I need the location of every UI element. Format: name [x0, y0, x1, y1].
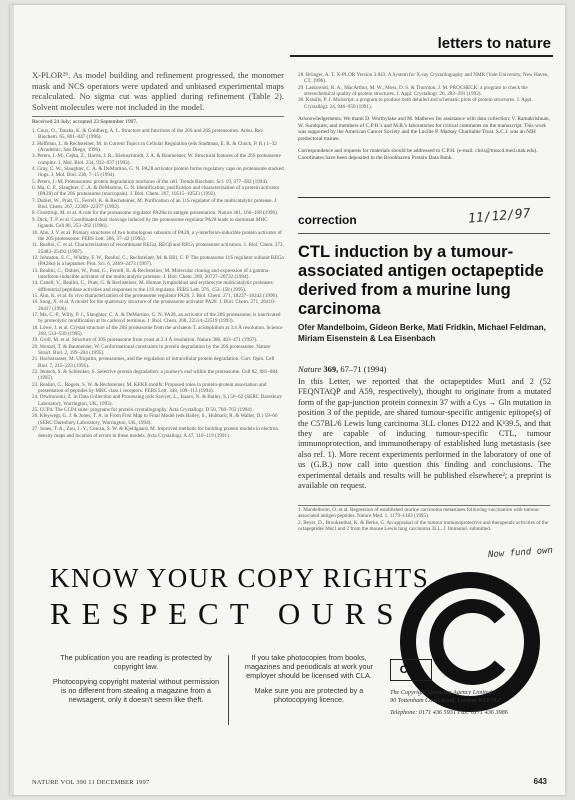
correction-reference-item: 1. Mandelboim, O. et al. Regression of established murine carcinoma metastases following vaccination with tumour-associated antigen peptides. Nature Med. 1, 1179–1183 (1995).: [298, 507, 541, 520]
correction-label: correction: [298, 213, 357, 227]
advert-subheadline: RESPECT OURS: [50, 596, 405, 631]
correction-body: In this Letter, we reported that the octapeptides Mut1 and 2 (52 FEQNTAQP and A59, respectively), thought to originate from a mutated form of the gap-junction protein connexin 37 with a Cys → Gln mutation in position 3 of the peptide, are shared tumour-specific antigenic epitope(s) of the C57BL/6 Lewis lung carcinoma 3LL clones D122 and Kᵇ39.5, and that they are capable of inducing tumour-specific CTL, tumour immunoprotection, and immunotherapy of established lung metastasis (see also ref. 1). More recent experiments performed in the laboratory of one of us (G.B.) now call into question this finding and conclusions. The experimental details and results will be published elsewhere²; a preprint is available on request.: [298, 377, 551, 491]
reference-item: 17. Ma, C.-P., Willy, P. J., Slaughter, C. A. & DeMartino, G. N. PA28, an activator of the 20S proteasome, is inactivated by proteolytic modification at its carboxyl terminus. J. Biol. Chem. 268, 22514–22519 (1993).: [32, 311, 281, 325]
page-number: 643: [533, 777, 547, 786]
page-edge-shadow: [10, 5, 14, 795]
reference-item: 14. Cattell, V., Realini, C., Pratt, G. & Rechsteiner, M. Human lymphoblast and erythrocyte multicatalytic proteases: differential peptidase activities and responses to the 11S regulator. FEBS Lett. 376, 153–158 (1995).: [32, 280, 274, 293]
intro-paragraph: X-PLOR²⁶. As model building and refinement progressed, the monomer mask and NCS operators were updated and unbiased experimental maps recalculated. No sigma cut was applied during refinement (Table 2). Solvent molecules were not included in the model.: [32, 70, 284, 112]
correction-refs-rule: [298, 505, 550, 506]
reference-item: 7. Dubiel, W., Pratt, G., Ferrell, K. & Rechsteiner, M. Purification of an 11S regulator of the multicatalytic protease. J. Biol. Chem. 267, 22369–22377 (1992).: [32, 197, 278, 211]
advert-column-left: [50, 653, 222, 710]
correction-title: CTL induction by a tumour-associated antigen octapeptide derived from a murine lung carcinoma: [298, 243, 544, 318]
reference-item: 10. Ahn, J. Y. et al. Primary structures of two homologous subunits of PA28, a γ-interferon-inducible protein activator of the 20S proteasome. FEBS Lett. 366, 37–42 (1995).: [32, 229, 282, 242]
reference-item: 22. Jentsch, S. & Schlenker, S. Selective protein degradation: a journey's end within the proteasome. Cell 82, 881–884 (1995).: [32, 369, 278, 382]
reference-item: 29. Laskowski, R. A., MacArthur, M. W., Moss, D. S. & Thornton, J. M. PROCHECK: a program to check the stereochemical quality of protein structures. J. Appl. Crystallogr. 26, 283–291 (1993).: [298, 84, 528, 98]
reference-item: 30. Kraulis, P. J. Molscript: a program to produce both detailed and schematic plots of protein structures. J. Appl. Crystallogr. 24, 946–950 (1991).: [298, 97, 533, 110]
correction-authors: Ofer Mandelboim, Gideon Berke, Mati Fridkin, Michael Feldman, Miriam Eisenstein & Lea Eisenbach: [298, 323, 546, 343]
citation-journal: Nature: [298, 364, 322, 374]
cla-logo: CLA: [390, 659, 432, 681]
section-header: letters to nature: [437, 35, 551, 52]
reference-item: 4. Gray, C. W., Slaughter, C. A. & DeMartino, G. N. PA28 activator protein forms regulatory caps on proteasome stacked rings. J. Mol. Biol. 236, 7–15 (1994).: [32, 166, 284, 179]
correspondence-note: Correspondence and requests for materials should be addressed to C.P.H. (e-mail: chris@msscd.med.utah.edu). Coordinates have been deposited in the Brookhaven Protein Data Bank.: [298, 148, 538, 162]
reference-item: 20. Wenzel, T. & Baumeister, W. Conformational constraints in protein degradation by the 20S proteasome. Nature Struct. Biol. 2, 199–204 (1995).: [32, 343, 271, 357]
handwritten-date: 11/12/97: [467, 206, 532, 227]
advert-text-3: If you take photocopies from books, magazines and periodicals at work your employer should be licensed with CLA.: [244, 653, 374, 680]
citation-volume: 369,: [323, 364, 339, 374]
advert-headline: KNOW YOUR COPY RIGHTS: [50, 563, 430, 593]
reference-item: 6. Ma, C. P., Slaughter, C. A. & DeMartino, G. N. Identification, purification and characterization of a protein activator (PA28) of the 20S proteasome (macropain). J. Biol. Chem. 267, 10515–10523 (1992).: [32, 185, 280, 198]
reference-item: 15. Ahn, K. et al. In vivo characterization of the proteasome regulator PA28. J. Biol. Chem. 271, 18237–18242 (1996).: [32, 292, 279, 299]
advert-text-4: Make sure you are protected by a photocopying licence.: [254, 686, 364, 704]
handwritten-note: Now fund own: [487, 545, 554, 561]
cla-address: 90 Tottenham Court Road, London W1P 0LP: [390, 697, 502, 704]
cla-details: [390, 689, 548, 717]
reference-item: 27. Jones, T. A., Zou, J.-Y., Cowan, S. W. & Kjeldgaard, M. Improved methods for building protein models in electron density maps and location of errors in these models. Acta Crystallogr. A 47, 110–119 (1991).: [32, 426, 278, 439]
cla-phone: Telephone: 0171 436 5931 Fax: 0171 436 3986: [390, 709, 508, 716]
reference-list-continued: [298, 72, 550, 110]
advert-column-middle: [234, 653, 384, 710]
journal-page: [10, 5, 565, 795]
citation-pages: 67–71 (1994): [340, 364, 387, 374]
correction-reference-item: 2. Beyer, D., Brookenthal, K. & Berke, G. An appraisal of the tumour immunoprotective and therapeutic activities of the octapeptides Mut1 and 2 from the mouse Lewis lung carcinoma 3LL. J. Immunol. submitted.: [298, 519, 549, 533]
reference-item: 18. Löwe, J. et al. Crystal structure of the 20S proteasome from the archaeon T. acidophilum at 3.4 Å resolution. Science 268, 533–539 (1995).: [32, 324, 283, 337]
acknowledgements: Acknowledgements. We thank D. Worthylake and M. Mathews for assistance with data collection; V. Ramakrishnan, W. Sundquist, and members of C.P.H.'s and M.R.'s laboratories for critical comments on the manuscript. This work was supported by the American Cancer Society and the Lucille P. Markey Charitable Trust. S.C.J. was an NIH predoctoral trainee.: [298, 116, 550, 142]
right-column: [298, 70, 550, 162]
reference-item: 26. Kleywegt, G. J. & Jones, T. A. in From First Map to Final Model (eds Bailey, S., Hubbard, R. & Waller, D.) 59–66 (SERC Daresbury Laboratory, Warrington, UK, 1994).: [32, 413, 278, 426]
advert-text-2: Photocopying copyright material without permission is no different from stealing a magazine from a newsagent, only it doesn't seem like theft.: [52, 677, 220, 704]
advert-divider: [228, 655, 229, 725]
received-date: Received 24 July; accepted 23 September 1997.: [32, 116, 284, 126]
reference-item: 13. Realini, C., Dubiel, W., Pratt, G., Ferrell, K. & Rechsteiner, M. Molecular cloning and expression of a gamma-interferon-inducible activator of the multicatalytic protease. J. Biol. Chem. 269, 20727–20732 (1994).: [32, 267, 270, 280]
reference-item: 23. Realini, C., Rogers, S. W. & Rechsteiner, M. KEKE motifs: Proposed roles in protein-protein association and presentation of peptides by MHC class I receptors. FEBS Lett. 348, 109–113 (1994).: [32, 381, 267, 395]
reference-item: 2. Hoffman, L. & Rechsteiner, M. in Current Topics in Cellular Regulation (eds Stadtman, E. R. & Chock, P. B.) 1–32 (Academic, San Diego, 1996).: [32, 140, 277, 154]
journal-footer: NATURE VOL 390 11 DECEMBER 1997: [32, 779, 150, 786]
reference-item: 28. Brünger, A. T. X-PLOR Version 3.843: A System for X-ray Crystallography and NMR (Yale University, New Haven, CT, 1996).: [298, 72, 549, 85]
header-rule: [290, 55, 553, 57]
correction-top-rule: [298, 197, 550, 198]
reference-item: 12. Johnston, S. C., Whitby, F. W., Realini, C., Rechsteiner, M. & Hill, C. P. The proteasome 11S regulator subunit REGα (PA28α) is a heptamer. Prot. Sci. 6, 2469–2473 (1997).: [32, 254, 284, 268]
reference-item: 9. Dick, T. P. et al. Coordinated dual cleavage induced by the proteasome regulator PA28 leads to dominant MHC ligands. Cell 86, 253–262 (1996).: [32, 216, 268, 230]
correction-citation: [298, 364, 386, 374]
reference-item: 5. Peters, J.-M. Proteasomes: protein degradation machines of the cell. Trends Biochem. Sci. 19, 377–382 (1994).: [32, 178, 268, 185]
correction-reference-list: [298, 507, 550, 533]
reference-item: 11. Realini, C. et al. Characterization of recombinant REGα, REGβ and REGγ proteasome activators. J. Biol. Chem. 272, 25483–25492 (1997).: [32, 242, 284, 255]
reference-item: 16. Song, X. et al. A model for the quaternary structure of the proteasome activator PA28. J. Biol. Chem. 271, 26410–26417 (1996).: [32, 299, 277, 312]
reference-item: 3. Peters, J.-M., Cejka, Z., Harris, J. R., Kleinschmidt, J. A. & Baumeister, W. Structural features of the 26S proteasome complex. J. Mol. Biol. 234, 932–937 (1993).: [32, 153, 281, 166]
advert-text-1: The publication you are reading is protected by copyright law.: [60, 653, 212, 671]
correction-rule: [298, 233, 550, 234]
reference-item: 25. CCP4. The CCP4 suite: programs for protein crystallography. Acta Crystallogr. D 50, 760–763 (1994).: [32, 407, 253, 414]
reference-item: 1. Coux, O., Tanaka, K. & Goldberg, A. L. Structure and functions of the 20S and 26S proteasomes. Annu. Rev. Biochem. 65, 801–847 (1996).: [32, 128, 264, 141]
reference-item: 19. Groll, M. et al. Structure of 20S proteasome from yeast at 2.4 Å resolution. Nature 386, 463–471 (1997).: [32, 337, 258, 344]
cla-name: The Copyright Licensing Agency Limited: [390, 689, 492, 696]
reference-item: 8. Groettrup, M. et al. A role for the proteasome regulator PA28α in antigen presentation. Nature 381, 166–168 (1996).: [32, 210, 279, 217]
cla-contact: [390, 659, 548, 749]
left-column: [32, 70, 284, 439]
copyright-advert: [50, 563, 550, 763]
reference-item: 24. Otwinowski, Z. in Data Collection and Processing (eds Sawyer, L., Isaacs, N. & Bailey, S.) 56–62 (SERC Daresbury Laboratory, Warrington, UK, 1993).: [32, 394, 283, 407]
reference-list: [32, 128, 284, 439]
reference-item: 21. Hochstrasser, M. Ubiquitin, proteasomes, and the regulation of intracellular protein degradation. Curr. Opin. Cell Biol. 7, 215–223 (1995).: [32, 356, 275, 369]
